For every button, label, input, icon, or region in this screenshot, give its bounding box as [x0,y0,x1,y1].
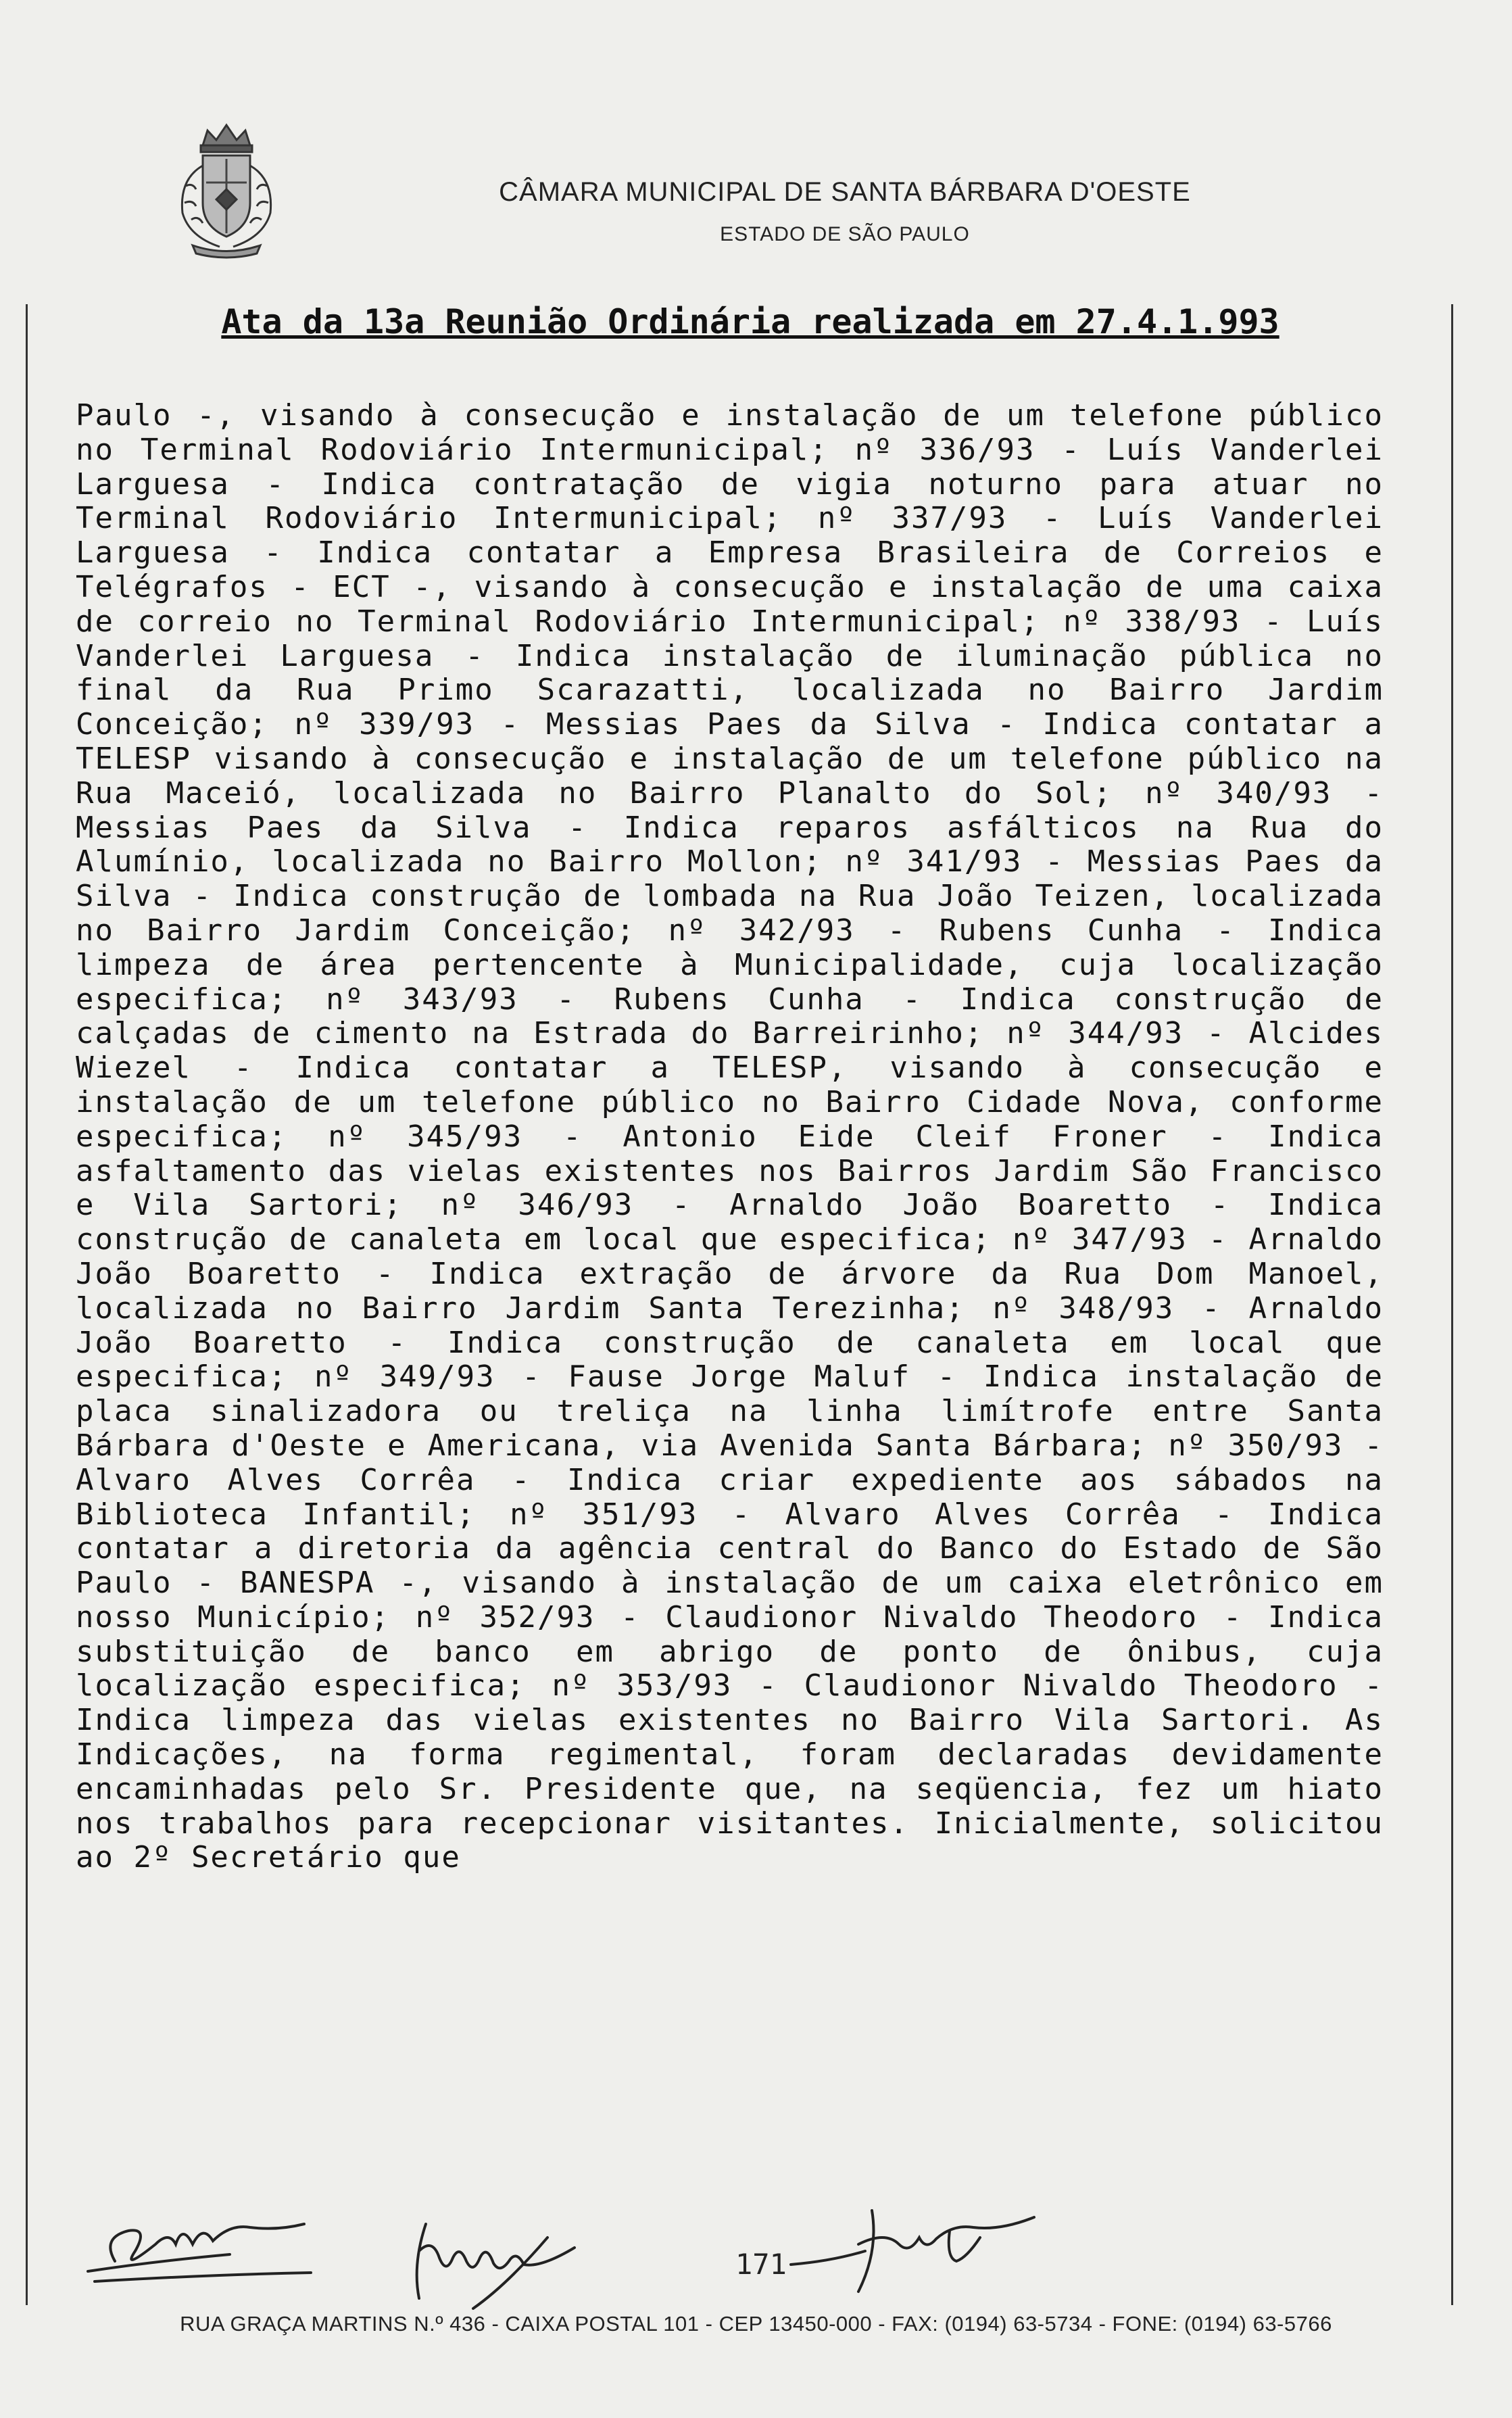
footer-address: RUA GRAÇA MARTINS N.º 436 - CAIXA POSTAL 101 - CEP 13450-000 - FAX: (0194) 63-5734 - FONE: (0194) 63-5766 [180,2312,1332,2336]
signature-left [74,2197,358,2292]
signature-center [372,2210,642,2312]
page-number: 171 [735,2248,787,2281]
state-name: ESTADO DE SÃO PAULO [720,223,970,245]
institution-name: CÂMARA MUNICIPAL DE SANTA BÁRBARA D'OESTE [499,177,1191,207]
signature-right [777,2190,1061,2305]
document-title: Ata da 13a Reunião Ordinária realizada em 27.4.1.993 [221,302,1279,341]
minutes-body-text: Paulo -, visando à consecução e instalação de um telefone público no Terminal Rodoviário Intermunicipal; nº 336/93 - Luís Vanderlei Larguesa - Indica contratação de vigia noturno para atuar no Terminal Rodoviário Intermunicipal; nº 337/93 - Luís Vanderlei Larguesa - Indica contatar a Empresa Brasileira de Correios e Telégrafos - ECT -, visando à consecução e instalação de uma caixa de correio no Terminal Rodoviário Intermunicipal; nº 338/93 - Luís Vanderlei Larguesa - Indica instalação de iluminação pública no final da Rua Primo Scarazatti, localizada no Bairro Jardim Conceição; nº 339/93 - Messias Paes da Silva - Indica contatar a TELESP visando à consecução e instalação de um telefone público na Rua Maceió, localizada no Bairro Planalto do Sol; nº 340/93 - Messias Paes da Silva - Indica reparos asfálticos na Rua do Alumínio, localizada no Bairro Mollon; nº 341/93 - Messias Paes da Silva - Indica construção de lombada na Rua João Teizen, localizada no Bairro Jardim Conceição; nº 342/93 - Rubens Cunha - Indica limpeza de área pertencente à Municipalidade, cuja localização especifica; nº 343/93 - Rubens Cunha - Indica construção de calçadas de cimento na Estrada do Barreirinho; nº 344/93 - Alcides Wiezel - Indica contatar a TELESP, visando à consecução e instalação de um telefone público no Bairro Cidade Nova, conforme especifica; nº 345/93 - Antonio Eide Cleif Froner - Indica asfaltamento das vielas existentes nos Bairros Jardim São Francisco e Vila Sartori; nº 346/93 - Arnaldo João Boaretto - Indica construção de canaleta em local que especifica; nº 347/93 - Arnaldo João Boaretto - Indica extração de árvore da Rua Dom Manoel, localizada no Bairro Jardim Santa Terezinha; nº 348/93 - Arnaldo João Boaretto - Indica construção de canaleta em local que especifica; nº 349/93 - Fause Jorge Maluf - Indica instalação de placa sinalizadora ou treliça na linha limítrofe entre Santa Bárbara d'Oeste e Americana, via Avenida Santa Bárbara; nº 350/93 - Alvaro Alves Corrêa - Indica criar expediente aos sábados na Biblioteca Infantil; nº 351/93 - Alvaro Alves Corrêa - Indica contatar a diretoria da agência central do Banco do Estado de São Paulo - BANESPA -, visando à instalação de um caixa eletrônico em nosso Município; nº 352/93 - Claudionor Nivaldo Theodoro - Indica substituição de banco em abrigo de ponto de ônibus, cuja localização especifica; nº 353/93 - Claudionor Nivaldo Theodoro - Indica limpeza das vielas existentes no Bairro Vila Sartori. As Indicações, na forma regimental, foram declaradas devidamente encaminhadas pelo Sr. Presidente que, na seqüencia, fez um hiato nos trabalhos para recepcionar visitantes. Inicialmente, solicitou ao 2º Secretário que [76,398,1384,1875]
left-margin-line [26,304,28,2305]
right-margin-line [1451,304,1453,2305]
coat-of-arms-icon [166,118,287,260]
